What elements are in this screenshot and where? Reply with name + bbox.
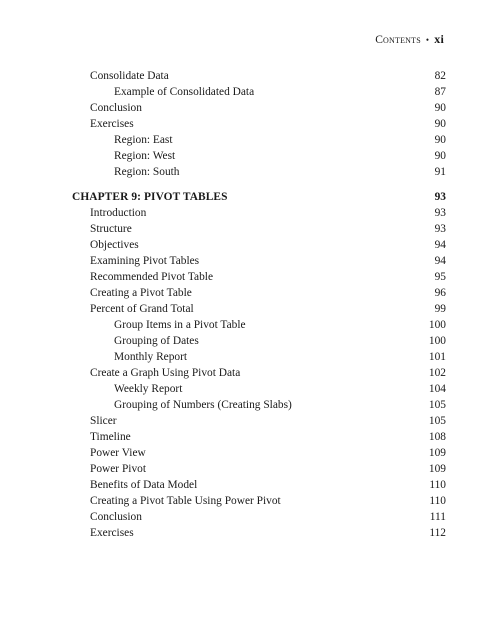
toc-entry-title: Conclusion (90, 102, 142, 114)
toc-entry-title: Power Pivot (90, 463, 147, 475)
toc-entry (72, 381, 446, 397)
toc-entry (72, 349, 446, 365)
toc-entry-title: Weekly Report (114, 383, 183, 395)
toc-entry (72, 397, 446, 413)
toc-entry-title: Example of Consolidated Data (114, 86, 255, 98)
toc-entry-title: Conclusion (90, 511, 142, 523)
toc-entry-page: 90 (434, 150, 446, 162)
toc-entry-page: 93 (434, 191, 446, 203)
toc-entry (72, 445, 446, 461)
toc-entry-title: Exercises (90, 527, 134, 539)
toc-entry (72, 413, 446, 429)
toc-entry-title: Benefits of Data Model (90, 479, 198, 491)
toc-entry (72, 132, 446, 148)
toc-entry-title: Recommended Pivot Table (90, 271, 213, 283)
toc-entry-title: Timeline (90, 431, 131, 443)
toc-entry (72, 253, 446, 269)
toc-entry-title: CHAPTER 9: PIVOT TABLES (72, 191, 228, 203)
toc-entry-title: Creating a Pivot Table (90, 287, 192, 299)
page-number: xi (434, 32, 444, 46)
toc-entry-title: Structure (90, 223, 132, 235)
toc-entry-page: 102 (428, 367, 446, 379)
toc-entry (72, 116, 446, 132)
toc-entry-page: 104 (428, 383, 446, 395)
toc-entry-page: 90 (434, 134, 446, 146)
toc-entry-title: Grouping of Numbers (Creating Slabs) (114, 399, 292, 411)
toc-entry (72, 148, 446, 164)
toc-entry-title: Monthly Report (114, 351, 188, 363)
toc-entry-title: Examining Pivot Tables (90, 255, 200, 267)
toc-entry (72, 164, 446, 180)
toc-entry (72, 100, 446, 116)
toc-chapter-heading (72, 189, 446, 205)
toc-entry-page: 95 (434, 271, 446, 283)
toc-entry-page: 100 (428, 335, 446, 347)
toc-entry (72, 221, 446, 237)
toc-entry-page: 96 (434, 287, 446, 299)
toc-entry (72, 333, 446, 349)
toc-entry-page: 82 (434, 70, 446, 82)
toc-entry-page: 87 (434, 86, 446, 98)
running-header-section: Contents (375, 34, 421, 46)
toc-entry (72, 509, 446, 525)
toc-entry-title: Region: East (114, 134, 173, 146)
toc-entry (72, 317, 446, 333)
toc-entry-title: Introduction (90, 207, 147, 219)
toc-entry (72, 461, 446, 477)
bullet-separator-icon: • (425, 35, 430, 45)
toc-entry-page: 110 (429, 479, 446, 491)
toc-entry-page: 90 (434, 118, 446, 130)
toc-entry-page: 105 (428, 415, 446, 427)
toc-entry-page: 109 (428, 447, 446, 459)
toc-entry-title: Group Items in a Pivot Table (114, 319, 246, 331)
toc-entry-page: 100 (428, 319, 446, 331)
toc-entry (72, 493, 446, 509)
toc-entry-page: 90 (434, 102, 446, 114)
toc-entry (72, 301, 446, 317)
toc-entry (72, 237, 446, 253)
toc-entry-page: 94 (434, 239, 446, 251)
toc-entry-page: 101 (428, 351, 446, 363)
toc-entry-title: Objectives (90, 239, 139, 251)
toc-entry-page: 94 (434, 255, 446, 267)
running-header (375, 32, 444, 47)
toc-entry-title: Region: West (114, 150, 176, 162)
toc-entry-page: 91 (434, 166, 446, 178)
toc-entry (72, 477, 446, 493)
toc-entry-title: Percent of Grand Total (90, 303, 194, 315)
toc-entry-page: 93 (434, 223, 446, 235)
toc-entry-title: Region: South (114, 166, 180, 178)
toc-entry (72, 365, 446, 381)
toc-entry-page: 108 (428, 431, 446, 443)
table-of-contents (72, 68, 446, 541)
toc-entry-page: 109 (428, 463, 446, 475)
toc-entry (72, 285, 446, 301)
toc-entry-title: Creating a Pivot Table Using Power Pivot (90, 495, 281, 507)
toc-entry-page: 93 (434, 207, 446, 219)
toc-entry (72, 525, 446, 541)
toc-entry-page: 112 (429, 527, 446, 539)
toc-entry-title: Slicer (90, 415, 117, 427)
toc-entry (72, 68, 446, 84)
toc-entry-title: Grouping of Dates (114, 335, 199, 347)
toc-entry (72, 269, 446, 285)
toc-entry-page: 105 (428, 399, 446, 411)
toc-entry-page: 110 (429, 495, 446, 507)
toc-entry (72, 84, 446, 100)
toc-entry-title: Consolidate Data (90, 70, 169, 82)
toc-entry-title: Exercises (90, 118, 134, 130)
toc-entry (72, 429, 446, 445)
toc-entry-title: Create a Graph Using Pivot Data (90, 367, 241, 379)
toc-entry (72, 205, 446, 221)
toc-entry-title: Power View (90, 447, 146, 459)
toc-entry-page: 111 (429, 511, 446, 523)
toc-entry-page: 99 (434, 303, 446, 315)
